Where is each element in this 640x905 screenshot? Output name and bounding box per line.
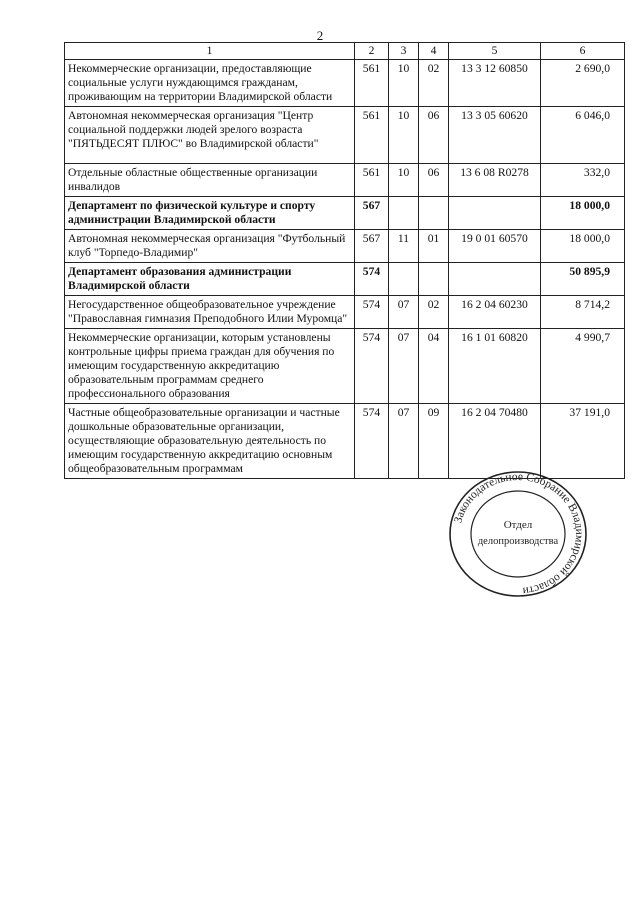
stamp-center-line2: делопроизводства <box>477 536 559 547</box>
table-row <box>65 404 625 479</box>
subsection-cell <box>419 197 449 230</box>
amount-cell: 18 000,0 <box>541 230 625 263</box>
subsection-cell: 02 <box>419 60 449 107</box>
code-cell: 561 <box>355 60 389 107</box>
target-article-cell: 16 1 01 60820 <box>449 329 541 404</box>
amount-cell: 4 990,7 <box>541 329 625 404</box>
section-cell: 07 <box>389 404 419 479</box>
code-cell: 574 <box>355 404 389 479</box>
amount-cell: 37 191,0 <box>541 404 625 479</box>
target-article-cell: 13 3 05 60620 <box>449 107 541 164</box>
subsection-cell: 04 <box>419 329 449 404</box>
department-total-cell: 18 000,0 <box>541 197 625 230</box>
header-cell: 2 <box>355 43 389 60</box>
table-header-row <box>65 43 625 60</box>
org-name-cell: Отдельные областные общественные организации инвалидов <box>65 164 355 197</box>
department-name-cell: Департамент по физической культуре и спорту администрации Владимирской области <box>65 197 355 230</box>
code-cell: 574 <box>355 263 389 296</box>
org-name-cell: Автономная некоммерческая организация "Футбольный клуб "Торпедо-Владимир" <box>65 230 355 263</box>
target-article-cell: 16 2 04 60230 <box>449 296 541 329</box>
code-cell: 561 <box>355 107 389 164</box>
section-cell: 07 <box>389 329 419 404</box>
section-cell <box>389 263 419 296</box>
header-cell: 4 <box>419 43 449 60</box>
org-name-cell: Автономная некоммерческая организация "Центр социальной поддержки людей зрелого возраста "ПЯТЬДЕСЯТ ПЛЮС" во Владимирской области" <box>65 107 355 164</box>
org-name-cell: Частные общеобразовательные организации и частные дошкольные образовательные организации, осуществляющие образовательную деятельность по имеющим государственную аккредитацию основным общеобразовательным программам <box>65 404 355 479</box>
subsection-cell: 02 <box>419 296 449 329</box>
amount-cell: 332,0 <box>541 164 625 197</box>
code-cell: 567 <box>355 197 389 230</box>
header-cell: 3 <box>389 43 419 60</box>
section-cell: 10 <box>389 60 419 107</box>
subsection-cell <box>419 263 449 296</box>
subsection-cell: 01 <box>419 230 449 263</box>
stamp-inner-ring <box>471 491 565 577</box>
subsection-cell: 06 <box>419 164 449 197</box>
section-cell: 10 <box>389 107 419 164</box>
code-cell: 561 <box>355 164 389 197</box>
code-cell: 574 <box>355 296 389 329</box>
amount-cell: 6 046,0 <box>541 107 625 164</box>
table-row <box>65 329 625 404</box>
target-article-cell <box>449 197 541 230</box>
header-cell: 1 <box>65 43 355 60</box>
header-cell: 5 <box>449 43 541 60</box>
amount-cell: 8 714,2 <box>541 296 625 329</box>
page-number: 2 <box>316 28 324 43</box>
office-stamp <box>448 470 588 598</box>
section-cell: 10 <box>389 164 419 197</box>
target-article-cell: 13 3 12 60850 <box>449 60 541 107</box>
department-name-cell: Департамент образования администрации Владимирской области <box>65 263 355 296</box>
org-name-cell: Некоммерческие организации, предоставляющие социальные услуги нуждающимся гражданам, проживающим на территории Владимирской области <box>65 60 355 107</box>
table-row <box>65 230 625 263</box>
header-cell: 6 <box>541 43 625 60</box>
target-article-cell: 19 0 01 60570 <box>449 230 541 263</box>
table-row <box>65 164 625 197</box>
subsection-cell: 06 <box>419 107 449 164</box>
budget-table <box>64 42 625 479</box>
org-name-cell: Негосударственное общеобразовательное учреждение "Православная гимназия Преподобного Илии Муромца" <box>65 296 355 329</box>
table-row <box>65 296 625 329</box>
table-row <box>65 107 625 164</box>
stamp-center-line1: Отдел <box>503 519 533 531</box>
section-cell <box>389 197 419 230</box>
stamp-ring-text: Законодательное Собрание Владимирской области <box>452 470 586 597</box>
code-cell: 574 <box>355 329 389 404</box>
section-cell: 07 <box>389 296 419 329</box>
target-article-cell: 13 6 08 R0278 <box>449 164 541 197</box>
amount-cell: 2 690,0 <box>541 60 625 107</box>
budget-table-body <box>65 43 625 479</box>
department-row <box>65 263 625 296</box>
subsection-cell: 09 <box>419 404 449 479</box>
department-total-cell: 50 895,9 <box>541 263 625 296</box>
org-name-cell: Некоммерческие организации, которым установлены контрольные цифры приема граждан для обучения по имеющим государственную аккредитацию образовательным программам среднего профессионального образования <box>65 329 355 404</box>
target-article-cell <box>449 263 541 296</box>
department-row <box>65 197 625 230</box>
target-article-cell: 16 2 04 70480 <box>449 404 541 479</box>
code-cell: 567 <box>355 230 389 263</box>
table-row <box>65 60 625 107</box>
section-cell: 11 <box>389 230 419 263</box>
